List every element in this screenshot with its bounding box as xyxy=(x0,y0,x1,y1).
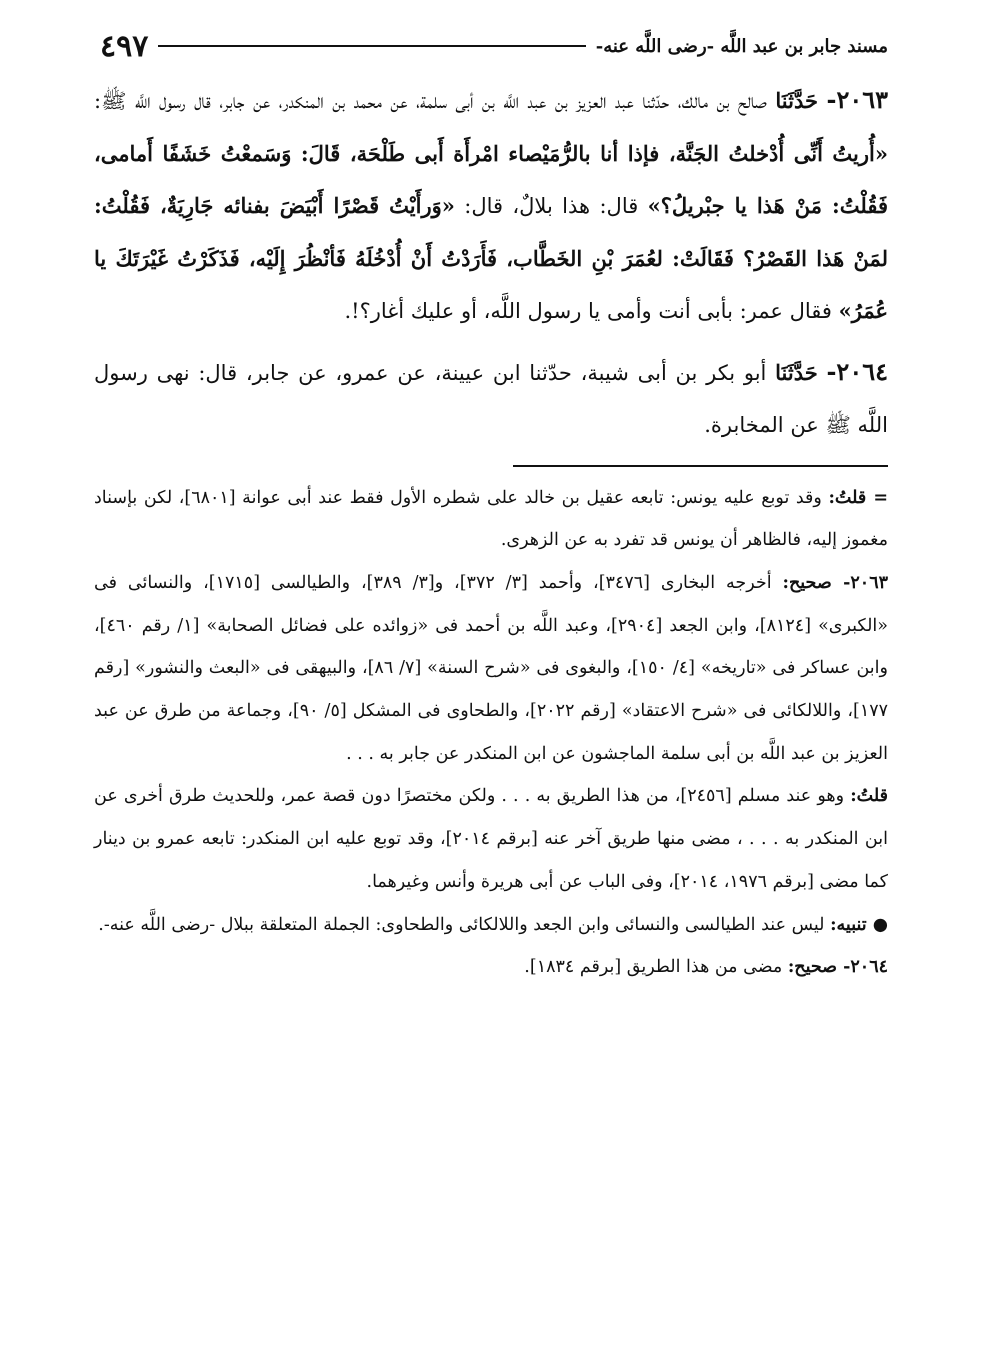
footnote xyxy=(94,775,888,903)
footnote-prefix: = قلتُ: xyxy=(828,487,888,508)
hadith-isnad: صالح بن مالك، حدّثنا عبد العزيز بن عبد اللَّه بن أبى سلمة، عن محمد بن المنكدر، عن جابر، قال رسول اللَّه ﷺ: xyxy=(94,89,776,113)
hadith-matn: «أُريتُ أَنِّى أُدْخلتُ الجَنَّة، فإذا أنا بالرُّمَيْصاء امْرأَة أَبى طَلْحَة، قَالَ: وَسَمعْتُ خَشَفًا أَمامى، فَقُلْتُ: مَنْ هَذا يا جبْريلُ؟» xyxy=(94,140,888,218)
hadith-text: فقال عمر: بأبى أنت وأمى يا رسول اللَّه، أو عليك أغار؟!. xyxy=(344,299,839,323)
footnote-text: ليس عند الطيالسى والنسائى وابن الجعد واللالكائى والطحاوى: الجملة المتعلقة ببلال -رضى اللَّه عنه-. xyxy=(98,914,831,935)
footnote-text: وقد توبع عليه يونس: تابعه عقيل بن خالد على شطره الأول فقط عند أبى عوانة [٦٨٠١]، لكن بإسناد مغموز إليه، فالظاهر أن يونس قد تفرد به عن الزهرى. xyxy=(94,487,888,551)
footnotes xyxy=(94,477,888,989)
footnote-prefix: ٢٠٦٤- صحيح: xyxy=(787,957,888,978)
header-rule xyxy=(158,45,585,47)
page-header xyxy=(94,26,888,66)
footnote xyxy=(94,562,888,776)
footnote xyxy=(94,477,888,562)
hadith-lead: حَدَّثَنَا xyxy=(775,88,818,113)
footnote-prefix: ٢٠٦٣- صحيح: xyxy=(782,572,888,593)
hadith-matn: «وَرأَيْتُ قَصْرًا أَبْيَضَ بفنائه جَارِيَةٌ، فَقُلْتُ: لمَنْ هَذا القَصْرُ؟ فَقَالَتْ: لعُمَرَ بْنِ الخَطَّاب، فَأَرَدْتُ أَنْ أُدْخُلَهُ فَأنْظُرَ إِلَيْه، فَذَكَرْتُ غَيْرَتَكَ يا عُمَرُ» xyxy=(94,193,888,323)
footnote-text: أخرجه البخارى [٣٤٧٦]، وأحمد [٣/ ٣٧٢]، و[٣/ ٣٨٩]، والطيالسى [١٧١٥]، والنسائى فى «الكبرى» [٨١٢٤]، وابن الجعد [٢٩٠٤]، وعبد اللَّه بن أحمد فى «زوائده على فضائل الصحابة» [١/ رقم ٤٦٠]، وابن عساكر فى «تاريخه» [٤/ ١٥٠]، والبغوى فى «شرح السنة» [٧/ ٨٦]، والبيهقى فى «البعث والنشور» [رقم ١٧٧]، واللالكائى فى «شرح الاعتقاد» [رقم ٢٠٢٢]، والطحاوى فى المشكل [٥/ ٩٠]، وجماعة من طرق عن عبد العزيز بن عبد اللَّه بن أبى سلمة الماجشون عن ابن المنكدر عن جابر به . . . xyxy=(94,572,889,764)
hadith-lead: حَدَّثَنَا xyxy=(775,359,818,385)
footnote-prefix: قلتُ: xyxy=(850,786,888,807)
footnote xyxy=(94,904,888,947)
main-text xyxy=(94,74,888,452)
hadith-text: قال: هذا بلالٌ، قال: xyxy=(454,194,648,218)
running-title: مسند جابر بن عبد اللَّه -رضى اللَّه عنه- xyxy=(595,35,888,57)
page-number: ٤٩٧ xyxy=(100,28,149,64)
hadith-2064 xyxy=(94,346,888,452)
footnote-separator xyxy=(513,465,888,467)
hadith-text: أبو بكر بن أبى شيبة، حدّثنا ابن عيينة، عن عمرو، عن جابر، قال: نهى رسول اللَّه ﷺ عن المخابرة. xyxy=(94,360,888,437)
hadith-number: ٢٠٦٤- xyxy=(826,356,888,386)
footnote-prefix: ● تنبيه: xyxy=(830,914,888,935)
footnote-text: وهو عند مسلم [٢٤٥٦]، من هذا الطريق به . . . ولكن مختصرًا دون قصة عمر، وللحديث طرق أخرى عن ابن المنكدر به . . . ، مضى منها طريق آخر عنه [برقم ٢٠١٤]، وقد توبع عليه ابن المنكدر: تابعه عمرو بن دينار كما مضى [برقم ١٩٧٦، ٢٠١٤]، وفى الباب عن أبى هريرة وأنس وغيرهما. xyxy=(94,786,888,892)
footnote-text: مضى من هذا الطريق [برقم ١٨٣٤]. xyxy=(524,957,788,978)
hadith-number: ٢٠٦٣- xyxy=(826,85,888,114)
hadith-2063 xyxy=(94,74,888,338)
footnote xyxy=(94,946,888,989)
